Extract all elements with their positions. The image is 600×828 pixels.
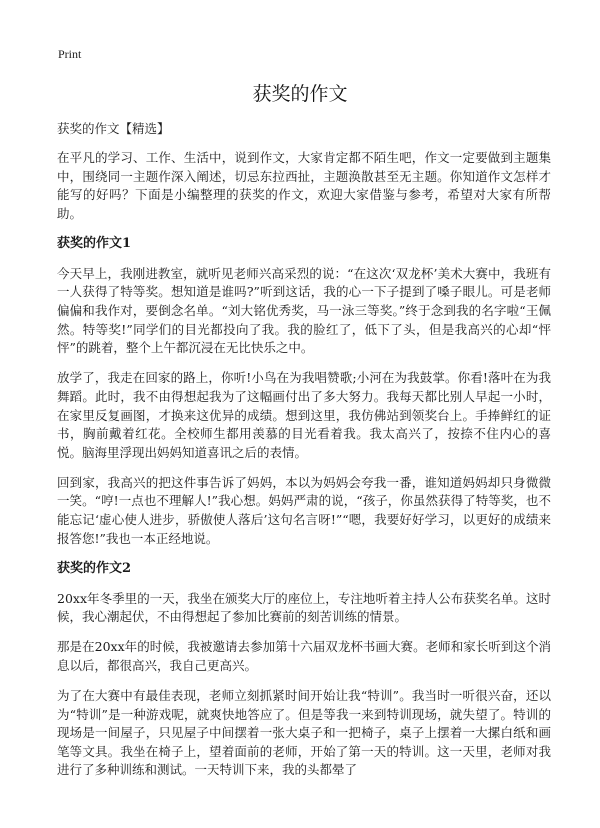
article-body (57, 120, 551, 792)
section-heading-1: 获奖的作文1 (57, 235, 132, 251)
article-subtitle: 获奖的作文【精选】 (57, 121, 170, 136)
section-1-paragraph: 放学了，我走在回家的路上，你听!小鸟在为我唱赞歌;小河在为我鼓掌。你看!落叶在为我舞蹈。此时，我不由得想起我为了这幅画付出了多大努力。我每天都比别人早起一小时，在家里反复画图，才换来这优异的成绩。想到这里，我仿佛站到领奖台上。手捧鲜红的证书，胸前戴着红花。全校师生都用羡慕的目光看着我。我太高兴了，按捺不住内心的喜悦。脑海里浮现出妈妈知道喜讯之后的表情。 (57, 370, 551, 460)
print-link[interactable]: Print (58, 47, 82, 61)
section-1-paragraph: 今天早上，我刚进教室，就听见老师兴高采烈的说：“在这次‘双龙杯’美术大赛中，我班有一人获得了特等奖。想知道是谁吗?”听到这话，我的心一下子提到了嗓子眼儿。可是老师偏偏和我作对，要倒念名单。“刘大铭优秀奖，马一泳三等奖。”终于念到我的名字啦“王佩然。特等奖!”同学们的目光都投向了我。我的脸红了，低下了头，但是我高兴的心却“怦怦”的跳着，整个上午都沉浸在无比快乐之中。 (57, 265, 552, 356)
section-2-paragraph: 20xx年冬季里的一天，我坐在颁奖大厅的座位上，专注地听着主持人公布获奖名单。这时候，我心潮起伏，不由得想起了参加比赛前的刻苦训练的情景。 (57, 590, 551, 625)
document-title: 获奖的作文 (252, 83, 348, 105)
intro-paragraph: 在平凡的学习、工作、生活中，说到作文，大家肯定都不陌生吧，作文一定要做到主题集中，围绕同一主题作深入阐述，切忌东拉西扯，主题涣散甚至无主题。你知道作文怎样才能写的好吗？下面是小编整理的获奖的作文，欢迎大家借鉴与参考，希望对大家有所帮助。 (57, 150, 551, 221)
section-2-paragraph: 那是在20xx年的时候，我被邀请去参加第十六届双龙杯书画大赛。老师和家长听到这个消息以后，都很高兴，我自己更高兴。 (57, 639, 551, 673)
section-heading-2: 获奖的作文2 (57, 560, 132, 576)
section-2-paragraph: 为了在大赛中有最佳表现，老师立刻抓紧时间开始让我“特训”。我当时一听很兴奋，还以为“特训”是一种游戏呢，就爽快地答应了。但是等我一来到特训现场，就失望了。特训的现场是一间屋子，只见屋子中间摆着一张大桌子和一把椅子，桌子上摆着一大摞白纸和画笔等文具。我坐在椅子上，望着面前的老师，开始了第一天的特训。这一天里，老师对我进行了多种训练和测试。一天特训下来，我的头都晕了 (57, 688, 551, 778)
section-1-paragraph: 回到家，我高兴的把这件事告诉了妈妈，本以为妈妈会夸我一番，谁知道妈妈却只身微微一笑。“哼!一点也不理解人!”我心想。妈妈严肃的说，“孩子，你虽然获得了特等奖，也不能忘记‘虚心使人进步，骄傲使人落后’这句名言呀!”“嗯，我要好好学习，以更好的成绩来报答您!”我也一本正经地说。 (57, 474, 551, 546)
